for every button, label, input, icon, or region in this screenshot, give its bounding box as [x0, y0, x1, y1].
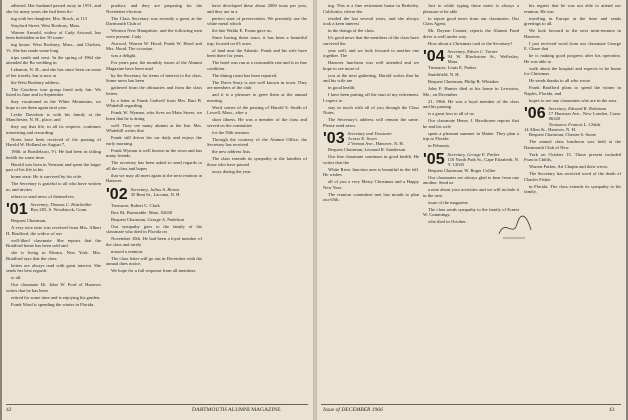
- class-section-04: [423, 49, 519, 117]
- paragraph: Warren Parker, Art Chapin and their wives.: [529, 164, 609, 170]
- paragraph: all of you a very Merry Christmas and a Happy New Year.: [323, 179, 419, 190]
- paragraph: In a letter to Frank Cadwell from Mrs. Burt B. Whitehill regarding: [106, 97, 202, 108]
- paragraph: traveling in Europe at the time and sends greetings to all.: [524, 15, 621, 26]
- paragraph: was a delight.: [111, 53, 137, 58]
- section-address: 17 Harrison Ave., New London, Conn. 06320: [548, 111, 621, 122]
- paragraph: missed a reunion.: [111, 248, 144, 254]
- paragraph: the new address lists.: [212, 149, 252, 154]
- class-section-01: [6, 202, 101, 307]
- paragraph: of land near the Atlantic. Frank and his wife have been there for years.: [207, 47, 307, 58]
- paragraph: The class letter will go out in December with the annual dues notice.: [106, 255, 202, 266]
- paragraph: 1966, at Brattleboro, Vt. He had been in failing health for some time.: [6, 149, 101, 160]
- paragraph: The secretary has been asked to send regards to all the class and hopes: [106, 160, 202, 171]
- paragraph: Bequest Chairman, W. Roger Collier: [428, 167, 496, 173]
- section-treasurer: Treasurer, Francis L. Childs: [548, 121, 601, 127]
- paragraph: The dining room has been repaired.: [212, 72, 278, 78]
- section-secretary: Secretary, George E. Parker: [447, 151, 500, 157]
- section-address: 94 W. Blackstone St., Wellesley, Mass.: [447, 54, 519, 65]
- right-column-2: [423, 3, 519, 401]
- paragraph: For years past, the monthly issues of the Alumni Magazine have been read: [106, 60, 202, 71]
- paragraph: adhered. Her husband passed away in 1951, and she for many years she had been liv-: [6, 3, 101, 14]
- paragraph: gathered from the obituaries and from the class letters.: [106, 85, 202, 96]
- paragraph: he is making good progress after his operation. He was able to: [524, 53, 621, 64]
- footer-rule: [321, 404, 621, 405]
- class-section-02: [106, 187, 202, 274]
- paragraph: a note about your activities and we will include it in the next: [423, 187, 519, 198]
- paragraph: ing with her daughter, Mrs. Brock, at 113: [11, 15, 87, 21]
- paragraph: Since having these tours, it has been a beautiful trip; located on 63 acres: [207, 35, 307, 46]
- paragraph: his regrets that he was not able to attend our reunion. He was: [524, 3, 621, 14]
- paragraph: White River Junction area is beautiful in the fall. He wishes: [323, 166, 419, 177]
- paragraph: retired for some time and is enjoying his garden.: [11, 294, 101, 300]
- class-section-05: [423, 152, 519, 206]
- left-column-1: [6, 3, 101, 401]
- right-column-3: [524, 3, 621, 401]
- paragraph: He sends thanks to all who wrote.: [529, 78, 592, 83]
- magazine-title: DARTMOUTH ALUMNI MAGAZINE: [192, 407, 281, 413]
- paragraph: Notes have been received of the passing of Harold W. Holland on August 7,: [6, 136, 101, 147]
- paragraph: year well, and we look forward to another one together. The: [323, 47, 419, 58]
- paragraph: Treasurer, Louis E. Parker: [428, 65, 477, 70]
- paragraph: hopes to see any classmates who are in the area.: [529, 97, 618, 103]
- paragraph: Atwood, Warren W. Hood, Frank W. Hood and Mrs. Hood. The occasion: [106, 40, 202, 51]
- paragraph: trips south and west. In the spring of 1964 she attended the Bo wedding in: [6, 54, 101, 65]
- paragraph: resided the last several years, and she always took a keen interest: [323, 15, 419, 26]
- paragraph: she is living in Elmira, New York. Mrs. Bradford says that the class: [6, 250, 101, 261]
- section-address: 110 North Park St., Cape Elizabeth, N. Y. 13045: [447, 156, 519, 167]
- paragraph: Word comes of the passing of Harold S. Smith of Lowell, Mass., after a: [207, 104, 307, 115]
- section-address: 2 Vernon Ave., Hanover, N. H.: [347, 141, 404, 147]
- paragraph: Frank Wyman is well known in the town and has many friends.: [106, 147, 202, 158]
- paragraph: The Secretary is grateful to all who have written in, and invites: [6, 181, 101, 192]
- section-secretary: Secretary, Julius A. Brown: [130, 186, 180, 192]
- paragraph: Our fine classmate continues in good health. He writes that the: [323, 154, 419, 165]
- paragraph: issue of the magazine.: [428, 199, 469, 205]
- paragraph: The class extends its sympathy to the families of those who have passed: [207, 156, 307, 167]
- paragraph: Harold was born in Vermont and spent the larger part of his life in his: [6, 161, 101, 172]
- class-section-06: [524, 106, 621, 195]
- class-year-02: '02: [106, 185, 128, 203]
- paragraph: The hotel was run at a reasonable rate and is in fine condition.: [207, 60, 307, 71]
- paragraph: Bequest Chairman, George A. Pudelson: [111, 216, 185, 222]
- paragraph: Bequest Chairman, Leonard R. Sanderson: [328, 147, 406, 152]
- paragraph: and it is a pleasure to greet them at the annual meeting.: [207, 92, 307, 103]
- paragraph: letters are always read with great interest. She sends her best regards: [6, 262, 101, 273]
- paragraph: home state. He is survived by his wife.: [11, 174, 83, 179]
- paragraph: Lebanon, N. H., and she has since been on some of her travels, but is now at: [6, 67, 101, 78]
- paragraph: walk about the hospital and expects to be home for Christmas.: [524, 65, 621, 76]
- left-page: [2, 0, 313, 420]
- paragraph: Smithfield, N. H.: [428, 72, 460, 77]
- class-year-05: '05: [423, 150, 445, 168]
- paragraph: for the 50th reunion.: [212, 129, 250, 135]
- section-secretary: Secretary and Treasurer: [347, 131, 393, 136]
- paragraph: How about a Christmas card to the Secretary?: [428, 40, 513, 46]
- paragraph: The Class Secretary was recently a guest at the Dartmouth Club of: [106, 15, 202, 26]
- section-address-2: 14 Allen St., Hanover, N. H.: [524, 126, 577, 132]
- paragraph: The Secretary's address will remain the same. Please send news.: [323, 117, 419, 128]
- section-secretary: Secretary, Edward K. Robinson: [548, 106, 607, 111]
- paragraph: The Goodrow tour group fared only fair. We listed in June and in September: [6, 86, 101, 97]
- paragraph: who died in October.: [428, 219, 467, 224]
- paragraph: perfect state of preservation. We presently use the white metal which: [207, 15, 307, 26]
- paragraph: to report good news from our classmates. Our Class Agent,: [423, 15, 519, 26]
- paragraph: they say that life, in all its respects, continues interesting and rewarding.: [6, 124, 101, 135]
- paragraph: Box 84, Barnstable, Mass. 02630: [111, 209, 173, 215]
- paragraph: you at the next gathering. Harold writes that he and his wife are: [323, 72, 419, 83]
- paragraph: stay in touch with all of you through the Class Notes.: [323, 104, 419, 115]
- paragraph: the West Roxbury address.: [11, 79, 61, 85]
- paragraph: November 10th. He had been a loyal member of the class and rarely: [106, 236, 202, 247]
- paragraph: We hope for a full response from all members.: [111, 268, 197, 273]
- paragraph: The Secretary has received word of the death of Charles Fisher: [524, 171, 621, 182]
- section-name: Albert E. Smith: [347, 136, 377, 142]
- right-column-1: [323, 3, 419, 401]
- left-column-3: [207, 3, 307, 401]
- paragraph: Bequest Chairman, Chester S. Stone: [529, 132, 596, 138]
- paragraph: The annual class luncheon was held at the Dartmouth Club of New: [524, 139, 621, 150]
- paragraph: Frank W. Wyman, who lives on Main Street, we learn that he is doing: [106, 110, 202, 121]
- class-year-06: '06: [524, 105, 546, 122]
- magazine-spread: [2, 0, 626, 420]
- paragraph: Our classmates are always glad to hear from one another. Send us: [423, 174, 519, 185]
- section-secretary: Secretary, Thomas C. Hatchelder: [30, 202, 92, 207]
- class-section-03: [323, 131, 419, 203]
- paragraph: to all.: [11, 275, 22, 280]
- paragraph: that we may all meet again at the next reunion in Hanover.: [106, 172, 202, 183]
- paragraph: Our sympathy goes to the family of the classmate who died in Florida on: [106, 223, 202, 234]
- paragraph: Our classmate Henry J. Hawthorne reports that he and his wife: [423, 118, 519, 129]
- paragraph: I have been putting off the start of my retirement. I expect to: [323, 92, 419, 103]
- paragraph: in Florida. The class extends its sympathy to his family.: [524, 183, 621, 195]
- class-year-04: '04: [423, 48, 445, 65]
- paragraph: Warren Armold, widow of Cady Atwood, has been bedridden in her 50 room-: [6, 29, 101, 40]
- paragraph: Frank Bradford plans to spend the winter in Naples, Florida, and: [524, 85, 621, 96]
- section-address: 35 Bent St., Laconia, N. H.: [130, 191, 181, 197]
- paragraph: the late Waldo E. Evans gave us.: [212, 28, 273, 33]
- paragraph: Frank Ward is spending the winter in Florida.: [11, 301, 95, 307]
- paragraph: have developed these about 2000 tours per year, and they are in a: [207, 3, 307, 14]
- paragraph: The Davis Story is one well known in town. They are members of the club: [207, 79, 307, 90]
- paragraph: Hanover luncheon was well attended and we hope to see more of: [323, 60, 419, 71]
- paragraph: John F. Hunter died at his home in Lewiston, Me., on December: [423, 86, 519, 97]
- paragraph: The reunion committee met last month to plan our 65th.: [323, 191, 419, 202]
- paragraph: ing house. West Roxbury, Mass., and Chelsea, Vt. She has made some long: [6, 42, 101, 53]
- paragraph: product, and they are preparing for the November election.: [106, 3, 202, 14]
- paragraph: ing. This is a fine retirement home in Berkeley, California, where she: [323, 3, 419, 14]
- page-number-left: 42: [6, 407, 12, 413]
- paragraph: 21, 1966. He was a loyal member of the class and his passing: [423, 98, 519, 109]
- section-address: Box 205, S. Woodstock, Conn.: [30, 207, 88, 213]
- paragraph: Frank still drives his car daily and enjoys the early morning.: [106, 135, 202, 146]
- paragraph: I just received word from our classmate George E. Chase that: [524, 40, 621, 51]
- paragraph: Just to while typing these notes is always a pleasure to be able: [423, 3, 519, 14]
- class-year-03: '03: [323, 130, 345, 147]
- paragraph: Through the courtesy of the Alumni Office, the Secretary has received: [207, 136, 307, 147]
- paragraph: they vacationed in the White Mountains, we hope to see them again next year.: [6, 99, 101, 110]
- paragraph: Leslie Davidson is with his family at the Manchester, N. H., place, and: [6, 111, 101, 122]
- paragraph: in the doings of the class.: [328, 28, 375, 33]
- paragraph: The class sends sympathy to the family of Ernest W. Cummings,: [423, 206, 519, 217]
- paragraph: Western New Hampshire, and the following men were present: Cady: [106, 28, 202, 39]
- right-page: [317, 0, 626, 420]
- paragraph: Mr. Dayton Cramer, reports the Alumni Fund drive is well under way.: [423, 28, 519, 39]
- paragraph: York on October 15. Those present included Francis Childs,: [524, 151, 621, 163]
- footer-rule: [6, 404, 308, 405]
- paragraph: Our classmate Dr. John W. Ford of Hanover writes that he has been: [6, 282, 101, 293]
- paragraph: Treasurer, Robert C. Clark: [111, 202, 160, 208]
- left-column-2: [106, 3, 202, 401]
- page-number-right: 43: [609, 407, 615, 413]
- issue-label: Issue of DECEMBER 1966: [323, 407, 383, 413]
- paragraph: We look forward to the next mini-reunion in Hanover.: [524, 28, 621, 39]
- paragraph: Bequest Chairman, Philip B. Whitaker: [428, 79, 499, 84]
- paragraph: spent a pleasant summer in Maine. They plan a trip to Florida: [423, 130, 519, 141]
- paragraph: well. They see many alumni at the Inn. Mrs. Whitehill writes that: [106, 122, 202, 133]
- paragraph: by the Secretary for items of interest to the class. Some news has been: [106, 72, 202, 83]
- paragraph: others to send news of themselves.: [11, 193, 75, 199]
- class-year-01: '01: [6, 201, 28, 218]
- paragraph: is a great loss to all of us.: [428, 111, 475, 116]
- paragraph: short illness. He was a member of the class and served on the committee: [207, 117, 307, 128]
- paragraph: away during the year.: [212, 168, 252, 174]
- paragraph: Stuyford Street, West Roxbury, Mass.: [11, 22, 81, 28]
- paragraph: well-liked classmate. She reports that the Bradford home has been sold and: [6, 237, 101, 248]
- paragraph: Bequest Chairman,: [11, 218, 47, 223]
- paragraph: A very nice note was received from Mrs. Albert H. Bradford, the widow of our: [6, 225, 101, 236]
- paragraph: in good health.: [328, 85, 356, 90]
- section-secretary: Secretary, Edwin C. Turner: [447, 49, 498, 54]
- paragraph: in February.: [428, 143, 451, 148]
- paragraph: It's good news that the members of the class have survived the: [323, 35, 419, 46]
